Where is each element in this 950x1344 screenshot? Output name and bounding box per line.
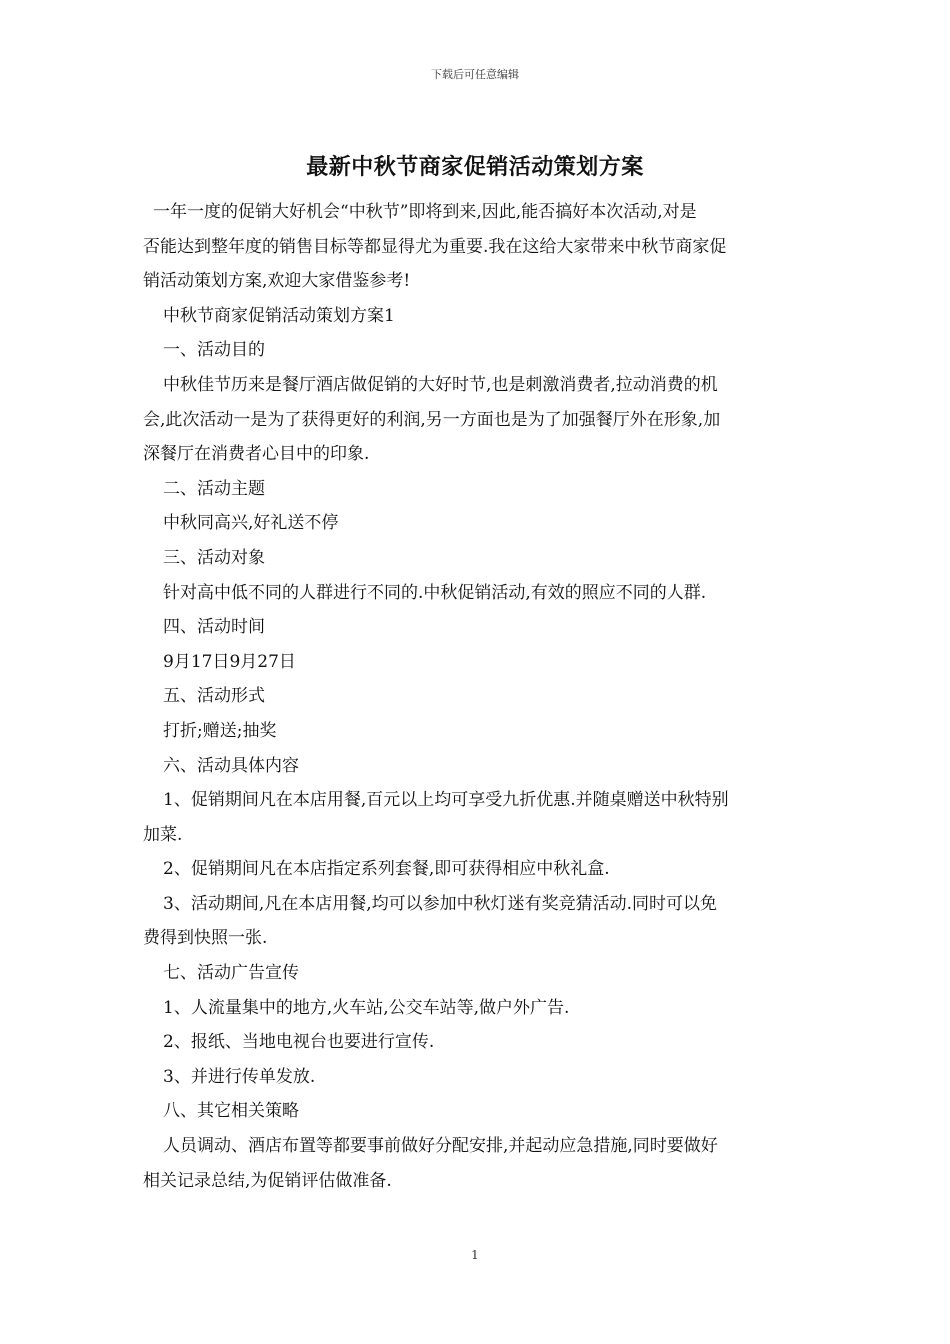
- body-line: 2、促销期间凡在本店指定系列套餐,即可获得相应中秋礼盒.: [163, 859, 610, 880]
- body-line: 相关记录总结,为促销评估做准备.: [143, 1170, 392, 1191]
- body-line: 否能达到整年度的销售目标等都显得尤为重要.我在这给大家带来中秋节商家促: [143, 236, 727, 257]
- body-line: 3、活动期间,凡在本店用餐,均可以参加中秋灯迷有奖竞猜活动.同时可以免: [163, 893, 718, 914]
- body-line: 费得到快照一张.: [143, 928, 268, 949]
- body-line: 1、人流量集中的地方,火车站,公交车站等,做户外广告.: [163, 997, 570, 1018]
- body-line: 打折;赠送;抽奖: [163, 720, 277, 741]
- page-number: 1: [471, 1248, 479, 1262]
- page-header: 下载后可任意编辑: [431, 68, 519, 81]
- body-line: 1、促销期间凡在本店用餐,百元以上均可享受九折优惠.并随桌赠送中秋特别: [163, 790, 729, 811]
- body-line: 人员调动、酒店布置等都要事前做好分配安排,并起动应急措施,同时要做好: [163, 1136, 718, 1157]
- body-line: 3、并进行传单发放.: [163, 1066, 316, 1087]
- body-line: 三、活动对象: [163, 547, 265, 568]
- body-line: 七、活动广告宣传: [163, 963, 299, 984]
- body-line: 销活动策划方案,欢迎大家借鉴参考!: [143, 271, 411, 292]
- body-line: 中秋佳节历来是餐厅酒店做促销的大好时节,也是刺激消费者,拉动消费的机: [163, 374, 718, 395]
- body-line: 会,此次活动一是为了获得更好的利润,另一方面也是为了加强餐厅外在形象,加: [143, 409, 721, 430]
- body-line: 六、活动具体内容: [163, 755, 299, 776]
- body-line: 针对高中低不同的人群进行不同的.中秋促销活动,有效的照应不同的人群.: [163, 582, 707, 603]
- body-line: 中秋同高兴,好礼送不停: [163, 513, 339, 534]
- body-line: 2、报纸、当地电视台也要进行宣传.: [163, 1032, 435, 1053]
- body-line: 加菜.: [143, 824, 183, 845]
- body-line: 9月17日9月27日: [163, 651, 296, 672]
- body-line: 四、活动时间: [163, 617, 265, 638]
- body-line: 一、活动目的: [163, 340, 265, 361]
- body-line: 八、其它相关策略: [163, 1101, 299, 1122]
- body-line: 五、活动形式: [163, 686, 265, 707]
- document-title: 最新中秋节商家促销活动策划方案: [306, 155, 644, 180]
- body-line: 深餐厅在消费者心目中的印象.: [143, 444, 370, 465]
- body-line: 一年一度的促销大好机会“中秋节”即将到来,因此,能否搞好本次活动,对是: [153, 202, 697, 222]
- document-body: [143, 195, 808, 1198]
- body-line: 二、活动主题: [163, 478, 265, 499]
- body-line: 中秋节商家促销活动策划方案1: [163, 305, 395, 326]
